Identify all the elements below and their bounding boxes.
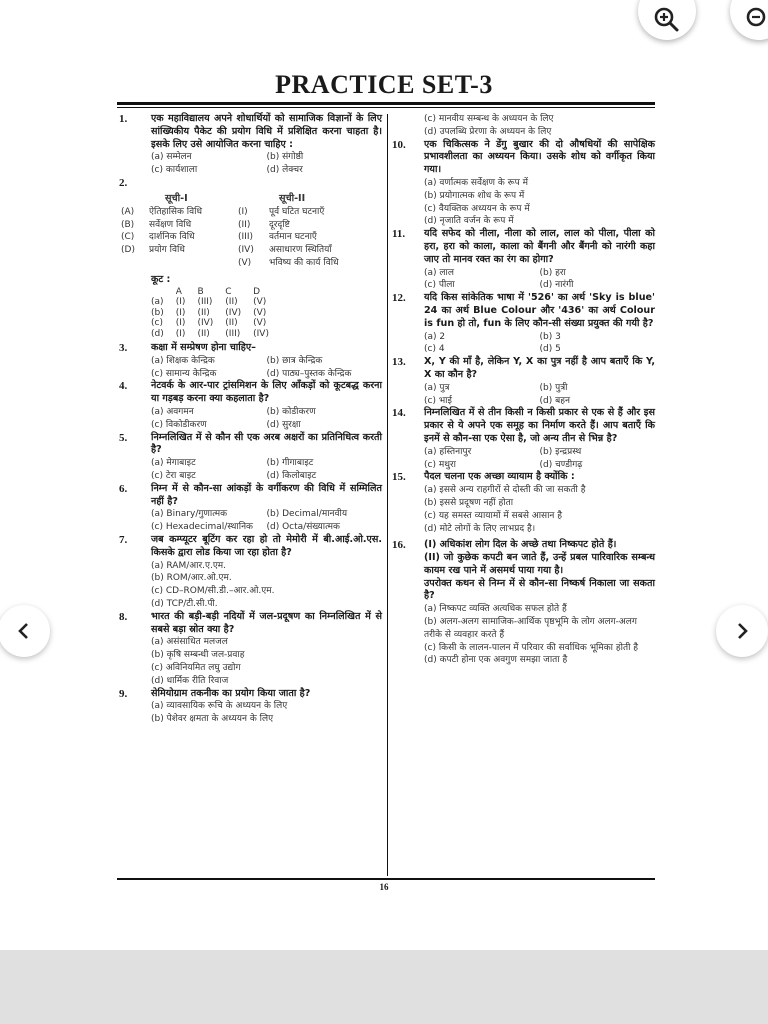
match-cell: (A) [121, 206, 135, 217]
question-stem: निम्नलिखित में से कौन सी एक अरब अक्षरों का प्रतिनिधित्व करती है? [151, 431, 382, 456]
option-d[interactable]: (d) किलोबाइट [266, 471, 317, 482]
zoom-out-button[interactable] [730, 0, 768, 40]
option-a[interactable]: (a) सम्मेलन [151, 152, 192, 163]
statement-2: (II) जो कुछेक कपटी बन जाते हैं, उन्हें प्रबल पारिवारिक सम्बन्ध कायम रख पाने में असमर्थ पाया गया है। [424, 552, 655, 576]
option-a[interactable]: (a) Binary/गुणात्मक [151, 509, 228, 520]
option-c[interactable]: (c) सामान्य केन्द्रिक [151, 368, 217, 379]
code-cell: (V) [253, 318, 267, 329]
option-a[interactable]: (a) व्यावसायिक रूचि के अध्ययन के लिए [151, 701, 288, 712]
match-cell: भविष्य की कार्य विधि [269, 257, 339, 268]
question-number: 5. [119, 431, 128, 444]
match-row [119, 206, 382, 219]
option-b[interactable]: (b) Decimal/मानवीय [266, 509, 348, 520]
match-row [119, 219, 382, 232]
option-b[interactable]: (b) पुत्री [539, 382, 568, 393]
code-head: B [197, 286, 204, 297]
option-a[interactable]: (a) RAM/आर.ए.एम. [151, 560, 227, 571]
question-stem: X, Y की माँ है, लेकिन Y, X का पुत्र नहीं है आप बताएँ कि Y, X का कौन है? [424, 356, 655, 380]
code-cell: (III) [225, 328, 241, 339]
option-b[interactable]: (b) ROM/आर.ओ.एम. [151, 573, 232, 584]
viewer-footer-bar [0, 950, 768, 1024]
option-a[interactable]: (a) शिक्षक केन्द्रिक [151, 355, 215, 366]
option-b[interactable]: (b) अलग-अलग सामाजिक-आर्थिक पृष्ठभूमि के लोग अलग-अलग तरीके से व्यवहार करते हैं [424, 617, 637, 640]
option-d[interactable]: (d) लेक्चर [266, 165, 303, 176]
code-cell: (I) [175, 297, 186, 308]
match-cell: (II) [238, 219, 251, 230]
question-stem: यदि किस सांकेतिक भाषा में '526' का अर्थ 'Sky is blue' 24 का अर्थ Blue Colour और '436' का अर्थ Colour is fun हो तो, fun के लिए कौन-सी संख्या प्रयुक्त की गयी है? [424, 292, 655, 329]
option-d[interactable]: (d) नृजाति वर्जन के रूप में [424, 216, 514, 227]
option-a[interactable]: (a) असंसाधित मलजल [151, 637, 228, 648]
title-rule-thin [117, 107, 655, 108]
match-cell: (V) [238, 257, 252, 268]
question-stem: पैदल चलना एक अच्छा व्यायाम है क्योंकि : [424, 471, 575, 483]
option-d[interactable]: (d) नारंगी [539, 280, 574, 291]
option-c[interactable]: (c) वैयक्तिक अध्ययन के रूप में [424, 203, 530, 214]
zoom-in-icon [652, 5, 682, 35]
option-b[interactable]: (b) गीगाबाइट [266, 458, 314, 469]
match-cell: (III) [238, 232, 254, 243]
question-7 [119, 534, 382, 611]
question-stem: जब कम्प्यूटर बूटिंग कर रहा हो तो मेमोरी में बी.आई.ओ.एस. किसके द्वारा लोड किया जा रहा होता है? [151, 534, 382, 558]
question-9-continued [392, 113, 655, 139]
question-number: 10. [392, 138, 406, 151]
code-cell: (c) [151, 318, 163, 329]
code-cell: (V) [253, 297, 267, 308]
code-cell: (II) [197, 307, 210, 318]
match-cell: पूर्व घटित घटनाएँ [269, 206, 325, 217]
code-cell: (I) [175, 328, 186, 339]
list-1-header: सूची-I [165, 192, 188, 204]
option-c[interactable]: (c) टेरा बाइट [151, 471, 196, 482]
match-table [119, 193, 382, 270]
question-14 [392, 407, 655, 471]
option-b[interactable]: (b) संगोष्ठी [266, 152, 304, 163]
question-1 [119, 113, 382, 177]
option-a[interactable]: (a) पुत्र [424, 382, 450, 393]
option-c[interactable]: (c) CD–ROM/सी.डी.–आर.ओ.एम. [151, 586, 275, 597]
match-cell: दूरदृष्टि [269, 219, 290, 230]
code-table [145, 287, 275, 340]
option-d[interactable]: (d) Octa/संख्यात्मक [266, 522, 340, 533]
previous-page-button[interactable] [0, 605, 50, 657]
code-cell: (IV) [197, 318, 214, 329]
option-d[interactable]: (d) कपटी होना एक अवगुण समझा जाता है [424, 655, 568, 666]
option-c[interactable]: (c) यह समस्त व्यायामों में सबसे आसान है [424, 510, 563, 521]
match-cell: (I) [238, 206, 248, 217]
option-d[interactable]: (d) धार्मिक रीति रिवाज [151, 675, 229, 686]
option-a[interactable]: (a) इससे अन्य राहगीरों से दोस्ती की जा सकती है [424, 485, 586, 496]
column-divider [387, 114, 388, 876]
match-cell [147, 257, 236, 270]
option-c[interactable]: (c) किसी के लालन-पालन में परिवार की सर्वाधिक भूमिका होती है [424, 642, 639, 653]
statement-1: (I) अधिकांश लोग दिल के अच्छे तथा निष्कपट होते हैं। [424, 539, 617, 551]
zoom-out-icon [744, 5, 768, 35]
question-stem: नेटवर्क के आर-पार ट्रांसमिशन के लिए आँकड़ों को कूटबद्ध करना या गड़बड़ करना क्या कहलाता है? [151, 380, 382, 405]
list-2-header: सूची-II [279, 192, 306, 204]
page-number: 16 [379, 882, 389, 892]
option-c[interactable]: (c) Hexadecimal/स्थानिक [151, 522, 253, 533]
question-number: 6. [119, 482, 128, 495]
option-c[interactable]: (c) अविनियमित लघु उद्योग [151, 662, 241, 673]
code-cell: (IV) [253, 328, 269, 339]
right-column [392, 113, 655, 667]
question-4 [119, 380, 382, 431]
option-b[interactable]: (b) हरा [539, 267, 566, 278]
code-cell: (I) [175, 318, 186, 329]
code-row[interactable] [145, 308, 275, 319]
option-a[interactable]: (a) मेगाबाइट [151, 458, 196, 469]
question-5 [119, 432, 382, 483]
option-a[interactable]: (a) हस्तिनापुर [424, 446, 472, 457]
question-stem: निम्नलिखित में से तीन किसी न किसी प्रकार से एक से हैं और इस प्रकार से ये अपने एक समूह का निर्माण करते हैं। आप बताएँ कि इनमें से कौन-सा एक ऐसा है, जो अन्य तीन से भिन्न है? [424, 407, 655, 444]
match-cell [119, 257, 147, 270]
code-cell: (b) [151, 307, 164, 318]
code-row[interactable] [145, 297, 275, 308]
question-stem: उपरोक्त कथन से निम्न में से कौन-सा निष्कर्ष निकाला जा सकता है? [424, 577, 655, 602]
option-c[interactable]: (c) मथुरा [424, 459, 456, 470]
code-cell: (II) [225, 318, 238, 329]
option-a[interactable]: (a) 2 [424, 331, 446, 342]
next-page-button[interactable] [716, 605, 768, 657]
chevron-right-icon [732, 621, 752, 641]
question-3 [119, 342, 382, 380]
code-row[interactable] [145, 329, 275, 340]
match-cell: (B) [121, 219, 135, 230]
option-c[interactable]: (c) भाई [424, 395, 452, 406]
question-number: 16. [392, 539, 406, 552]
question-stem: यदि सफेद को नीला, नीला को लाल, लाल को पीला, पीला को हरा, हरा को काला, काला को बैंगनी और बैंगनी को नारंगी कहा जाए तो मानव रक्त का रंग का होगा? [424, 228, 655, 265]
left-column [119, 113, 382, 726]
question-number: 11. [392, 228, 406, 241]
question-stem: एक महाविद्यालय अपने शोधार्थियों को सामाजिक विज्ञानों के लिए सांख्यिकीय पैकेट की प्रयोग विधि में प्रशिक्षित करना चाहता है। इसके लिए उसे आयोजित करना चाहिए : [151, 113, 382, 150]
match-cell: ऐतिहासिक विधि [149, 206, 202, 217]
question-9 [119, 688, 382, 726]
match-cell: प्रयोग विधि [149, 245, 185, 256]
code-head: D [253, 286, 261, 297]
match-cell: दार्शनिक विधि [149, 232, 195, 243]
option-c[interactable]: (c) कार्यशाला [151, 165, 198, 176]
option-c[interactable]: (c) मानवीय सम्बन्ध के अध्ययन के लिए [424, 114, 554, 124]
option-b[interactable]: (b) 3 [539, 331, 561, 342]
match-cell: सर्वेक्षण विधि [149, 219, 192, 230]
code-cell: (II) [197, 328, 210, 339]
code-cell: (V) [253, 307, 267, 318]
question-stem: एक चिकित्सक ने डेंगु बुखार की दो औषधियों की सापेक्षिक प्रभावशीलता का अध्ययन किया। उसके शोध को वर्गीकृत किया गया। [424, 138, 655, 176]
question-number: 3. [119, 342, 128, 355]
option-d[interactable]: (d) चण्डीगढ़ [539, 459, 583, 470]
match-cell: (D) [121, 245, 135, 256]
match-cell: वर्तमान घटनाएँ [269, 232, 317, 243]
code-cell: (II) [225, 297, 238, 308]
option-b[interactable]: (b) प्रयोगात्मक शोध के रूप में [424, 190, 525, 201]
zoom-in-button[interactable] [638, 0, 696, 40]
question-6 [119, 483, 382, 534]
option-d[interactable]: (d) पाठ्य–पुस्तक केन्द्रिक [266, 368, 352, 379]
option-b[interactable]: (b) पेशेवर क्षमता के अध्ययन के लिए [151, 714, 274, 725]
option-d[interactable]: (d) बहन [539, 395, 571, 406]
question-stem: सेमियोग्राम तकनीक का प्रयोग किया जाता है? [151, 687, 311, 699]
option-d[interactable]: (d) सुरक्षा [266, 419, 301, 430]
match-cell: असाधारण स्थितियाँ [269, 245, 332, 256]
option-c[interactable]: (c) 4 [424, 344, 445, 355]
question-stem: कक्षा में सम्प्रेषण होना चाहिए– [151, 342, 256, 354]
question-number: 2. [119, 176, 128, 189]
option-d[interactable]: (d) मोटे लोगों के लिए लाभप्रद है। [424, 523, 536, 534]
question-number: 15. [392, 471, 406, 484]
bottom-rule [117, 878, 655, 880]
code-head [145, 287, 170, 298]
match-row [119, 257, 382, 270]
option-b[interactable]: (b) इन्द्रप्रस्थ [539, 446, 582, 457]
question-stem: भारत की बड़ी-बड़ी नदियों में जल-प्रदूषण का निम्नलिखित में से सबसे बड़ा स्रोत क्या है? [151, 610, 382, 635]
option-c[interactable]: (c) विकोडीकरण [151, 419, 207, 430]
question-number: 8. [119, 610, 128, 623]
question-12 [392, 292, 655, 356]
question-2 [119, 177, 382, 339]
chevron-left-icon [14, 621, 34, 641]
question-15 [392, 471, 655, 535]
option-a[interactable]: (a) निष्कपट व्यक्ति अत्यधिक सफल होते हैं [424, 604, 567, 615]
option-c[interactable]: (c) पीला [424, 280, 455, 291]
question-number: 1. [119, 113, 128, 125]
question-8 [119, 611, 382, 688]
code-cell: (IV) [225, 307, 242, 318]
option-b[interactable]: (b) कृषि सम्बन्धी जल-प्रवाह [151, 650, 245, 661]
question-13 [392, 356, 655, 407]
question-number: 4. [119, 380, 128, 393]
code-cell: (III) [197, 297, 213, 308]
question-number: 7. [119, 534, 128, 547]
page-title: PRACTICE SET-3 [275, 70, 493, 99]
question-number: 13. [392, 356, 406, 369]
code-cell: (d) [151, 328, 164, 339]
question-10 [392, 139, 655, 229]
question-11 [392, 228, 655, 292]
option-a[interactable]: (a) वर्णात्मक सर्वेक्षण के रूप में [424, 177, 528, 188]
match-row [119, 244, 382, 257]
question-stem: निम्न में से कौन-सा आंकड़ों के वर्गीकरण की विधि में सम्मिलित नहीं है? [151, 482, 382, 507]
match-row [119, 231, 382, 244]
code-label: कूट : [151, 273, 171, 285]
option-d[interactable]: (d) TCP/टी.सी.पी. [151, 599, 218, 609]
match-cell: (IV) [238, 245, 254, 256]
question-16 [392, 539, 655, 667]
match-cell: (C) [121, 232, 135, 243]
question-number: 12. [392, 292, 406, 305]
code-cell: (a) [151, 297, 164, 308]
option-a[interactable]: (a) लाल [424, 267, 454, 278]
option-d[interactable]: (d) 5 [539, 344, 561, 355]
question-number: 9. [119, 687, 128, 700]
code-head: C [225, 286, 232, 297]
question-number: 14. [392, 407, 406, 420]
option-d[interactable]: (d) उपलब्धि प्रेरणा के अध्ययन के लिए [424, 126, 552, 137]
option-a[interactable]: (a) अवगमन [151, 407, 194, 418]
code-cell: (I) [175, 307, 186, 318]
code-head: A [175, 286, 182, 297]
title-rule [117, 102, 655, 105]
code-row[interactable] [145, 318, 275, 329]
option-b[interactable]: (b) छात्र केन्द्रिक [266, 355, 323, 366]
option-b[interactable]: (b) कोडीकरण [266, 407, 316, 418]
option-b[interactable]: (b) इससे प्रदूषण नहीं होता [424, 497, 514, 508]
